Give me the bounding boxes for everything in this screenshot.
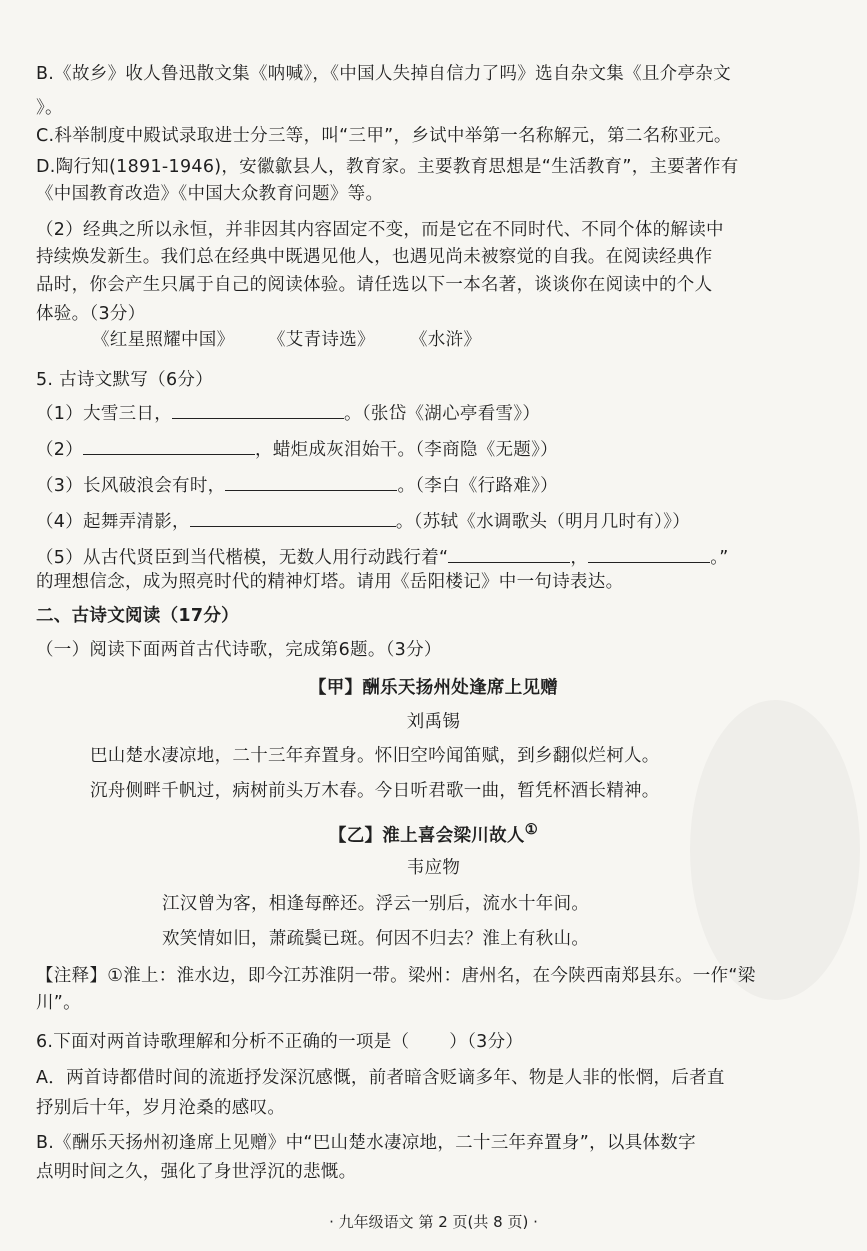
option-a-line-1: A．两首诗都借时间的流逝抒发深沉感慨，前者暗含贬谪多年、物是人非的怅惘，后者直 (36, 1068, 725, 1088)
book-option-3: 《水浒》 (410, 330, 482, 350)
poem-2-author: 韦应物 (406, 858, 461, 878)
poem-2-title-text: 【乙】淮上喜会梁川故人 (328, 825, 525, 846)
question-5-heading: 5. 古诗文默写（6分） (36, 370, 213, 390)
option-b-line-2: 》。 (36, 98, 63, 118)
question-2-line-1: （2）经典之所以永恒，并非因其内容固定不变，而是它在不同时代、不同个体的解读中 (36, 220, 724, 240)
answer-blank[interactable] (83, 436, 255, 455)
item-2-suffix: ，蜡炬成灰泪始干。（李商隐《无题》） (255, 440, 558, 460)
question-5-item-5-line-1 (36, 544, 729, 570)
question-5-item-5-line-2: 的理想信念，成为照亮时代的精神灯塔。请用《岳阳楼记》中一句诗表达。 (36, 572, 624, 592)
item-5-comma: ， (570, 548, 589, 568)
book-option-1: 《红星照耀中国》 (92, 330, 235, 350)
answer-blank[interactable] (190, 508, 396, 527)
item-2-prefix: （2） (36, 440, 84, 460)
question-6-stem (36, 1030, 523, 1054)
poem-1-title: 【甲】酬乐天扬州处逢席上见赠 (308, 678, 559, 698)
item-1-suffix: 。（张岱《湖心亭看雪》） (344, 404, 541, 424)
question-5-item-1 (36, 400, 540, 426)
subsection-1-instruction: （一）阅读下面两首古代诗歌，完成第6题。（3分） (36, 640, 442, 660)
item-3-prefix: （3）长风破浪会有时， (36, 476, 226, 496)
book-option-2: 《艾青诗选》 (268, 330, 375, 350)
question-2-line-4: 体验。（3分） (36, 304, 146, 324)
question-5-item-3 (36, 472, 558, 498)
item-4-suffix: 。（苏轼《水调歌头（明月几时有）》） (395, 512, 690, 532)
question-6-text: 6.下面对两首诗歌理解和分析不正确的一项是（ (36, 1032, 410, 1052)
answer-blank[interactable] (172, 400, 344, 419)
poem-1-author: 刘禹锡 (406, 712, 461, 732)
option-b-line-1: B.《故乡》收人鲁迅散文集《呐喊》，《中国人失掉自信力了吗》选自杂文集《且介亭杂文 (36, 64, 731, 84)
answer-blank[interactable] (448, 544, 570, 563)
item-1-prefix: （1）大雪三日， (36, 404, 173, 424)
question-2-line-2: 持续焕发新生。我们总在经典中既遇见他人，也遇见尚未被察觉的自我。在阅读经典作 (36, 247, 713, 267)
question-6-score: ）（3分） (449, 1032, 524, 1052)
item-5-close: 。” (710, 548, 729, 568)
answer-blank[interactable] (225, 472, 397, 491)
poem-1-line-1: 巴山楚水凄凉地，二十三年弃置身。怀旧空吟闻笛赋，到乡翻似烂柯人。 (90, 746, 660, 766)
question-5-item-2 (36, 436, 558, 462)
annotation-line-1: 【注释】①淮上：淮水边，即今江苏淮阴一带。梁州：唐州名，在今陕西南郑县东。一作“梁 (36, 966, 756, 986)
option-b2-line-2: 点明时间之久，强化了身世浮沉的悲慨。 (36, 1162, 357, 1182)
question-2-line-3: 品时，你会产生只属于自己的阅读体验。请任选以下一本名著，谈谈你在阅读中的个人 (36, 275, 713, 295)
section-2-heading: 二、古诗文阅读（17分） (36, 606, 239, 626)
option-b2-line-1: B.《酬乐天扬州初逢席上见赠》中“巴山楚水凄凉地，二十三年弃置身”，以具体数字 (36, 1133, 696, 1153)
option-d-line-2: 《中国教育改造》《中国大众教育问题》等。 (36, 184, 384, 204)
item-4-prefix: （4）起舞弄清影， (36, 512, 190, 532)
poem-2-title (0, 818, 867, 848)
option-d-line-1: D.陶行知(1891-1946)，安徽歙县人，教育家。主要教育思想是“生活教育”，主要著作有 (36, 157, 739, 177)
scan-smudge (690, 700, 860, 1000)
page-footer: · 九年级语文 第 2 页(共 8 页) · (329, 1213, 538, 1231)
poem-2-line-2: 欢笑情如旧，萧疏鬓已斑。何因不归去？淮上有秋山。 (162, 929, 590, 949)
annotation-line-2: 川”。 (36, 993, 81, 1013)
footnote-marker: ① (524, 821, 539, 838)
poem-2-line-1: 江汉曾为客，相逢每醉还。浮云一别后，流水十年间。 (162, 894, 590, 914)
answer-blank[interactable] (588, 544, 710, 563)
option-a-line-2: 抒别后十年，岁月沧桑的感叹。 (36, 1098, 286, 1118)
option-c-line: C.科举制度中殿试录取进士分三等，叫“三甲”，乡试中举第一名称解元，第二名称亚元。 (36, 126, 732, 146)
poem-1-line-2: 沉舟侧畔千帆过，病树前头万木春。今日听君歌一曲，暂凭杯酒长精神。 (90, 781, 660, 801)
item-5-prefix: （5）从古代贤臣到当代楷模，无数人用行动践行着“ (36, 548, 449, 568)
question-5-item-4 (36, 508, 690, 534)
item-3-suffix: 。（李白《行路难》） (397, 476, 558, 496)
